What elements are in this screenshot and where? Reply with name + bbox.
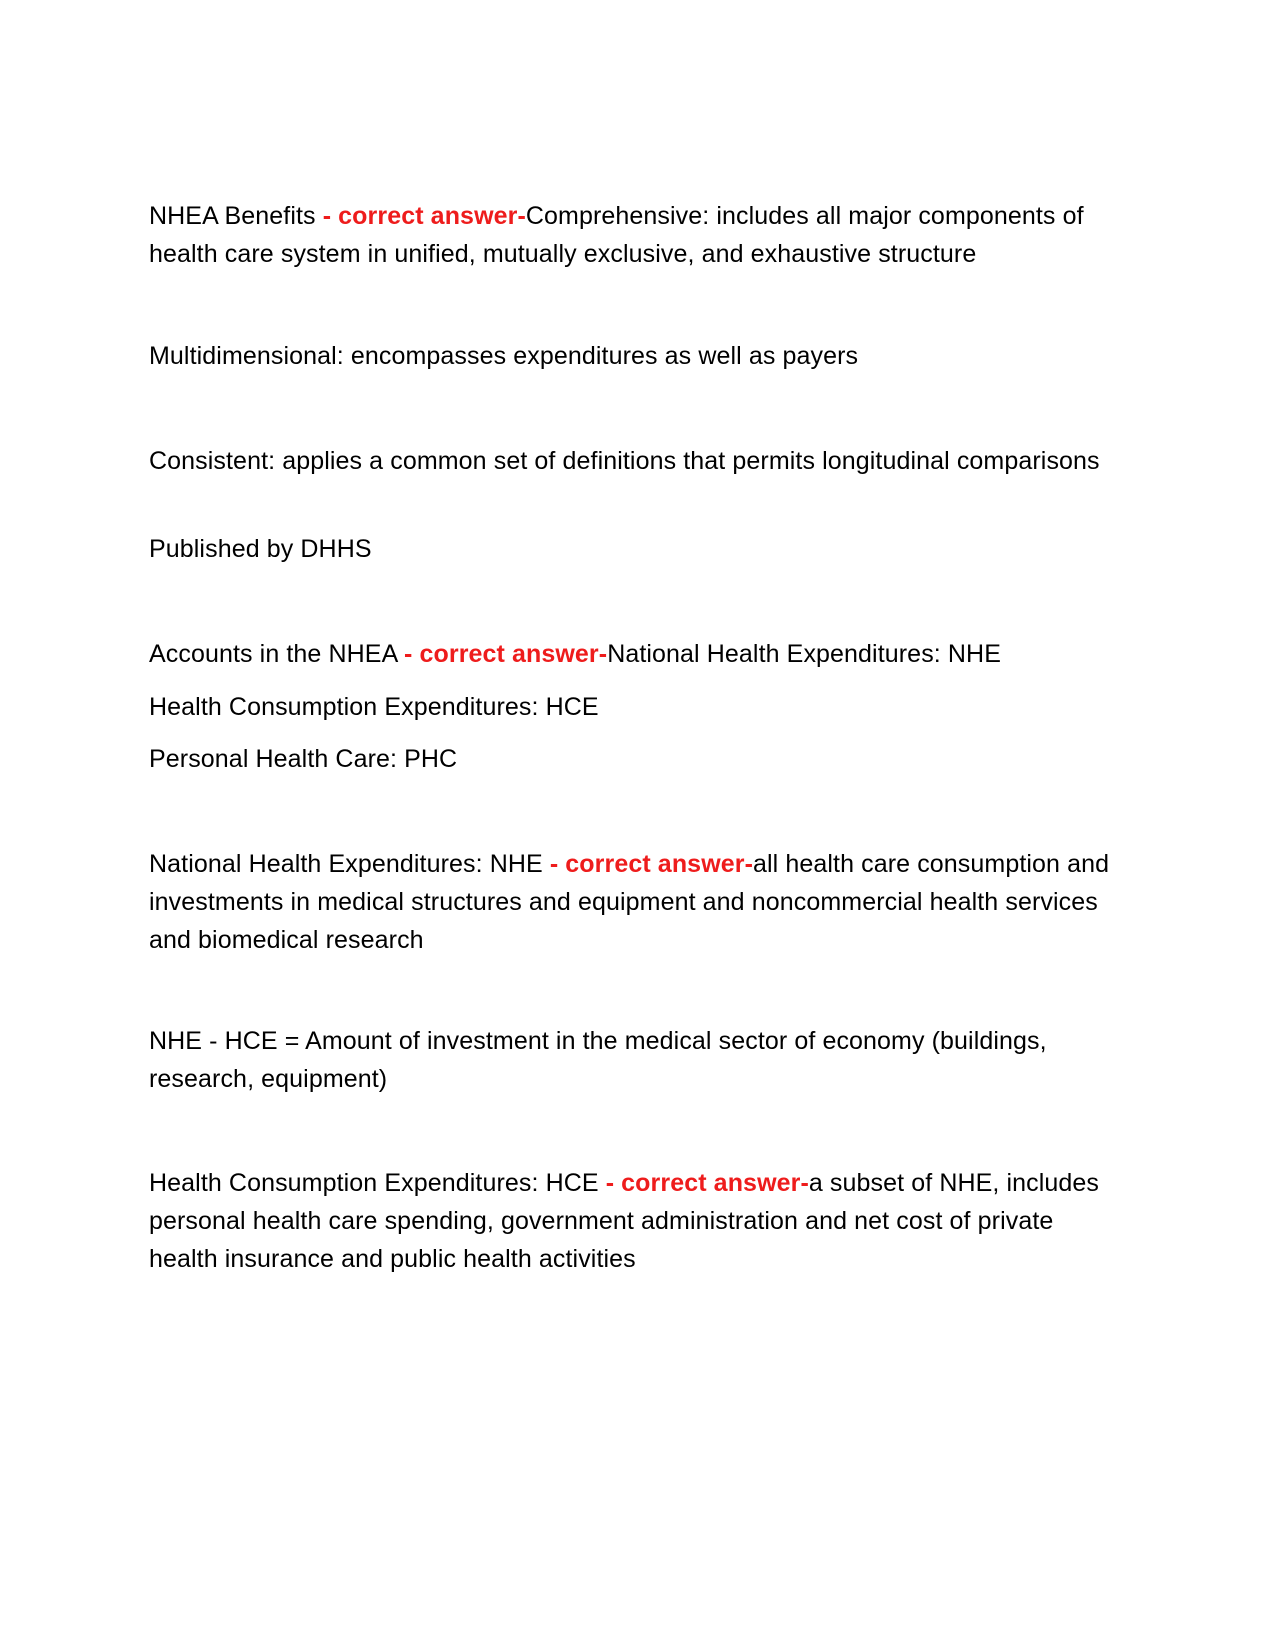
body-text: Consistent: applies a common set of definitions that permits longitudinal comparisons — [149, 447, 1100, 475]
paragraph-multidimensional — [149, 337, 1124, 375]
body-text: Multidimensional: encompasses expenditures as well as payers — [149, 342, 859, 370]
question-text: Health Consumption Expenditures: HCE — [149, 1169, 606, 1197]
card-nhe — [149, 845, 1124, 959]
body-text: Health Consumption Expenditures: HCE — [149, 693, 599, 721]
answer-text: a subset of NHE, includes personal health care spending, government administration and net cost of private health insurance and public health activities — [149, 1169, 1100, 1273]
paragraph-published — [149, 530, 1124, 568]
answer-text: Comprehensive: includes all major components of health care system in unified, mutually exclusive, and exhaustive structure — [149, 202, 1084, 268]
paragraph-phc — [149, 740, 1124, 778]
body-text: Personal Health Care: PHC — [149, 745, 458, 773]
question-text: NHEA Benefits — [149, 202, 323, 230]
question-text: National Health Expenditures: NHE — [149, 850, 550, 878]
body-text: Published by DHHS — [149, 535, 372, 563]
answer-marker: - correct answer- — [549, 850, 753, 878]
answer-marker: - correct answer- — [404, 640, 608, 668]
question-text: Accounts in the NHEA — [149, 640, 405, 668]
document-page — [149, 0, 1124, 1650]
paragraph-nhe-minus-hce — [149, 1022, 1124, 1098]
body-text: NHE - HCE = Amount of investment in the medical sector of economy (buildings, research, equipment) — [149, 1027, 1047, 1093]
answer-marker: - correct answer- — [322, 202, 526, 230]
answer-text: National Health Expenditures: NHE — [607, 640, 1001, 668]
answer-marker: - correct answer- — [605, 1169, 809, 1197]
card-accounts-nhea — [149, 635, 1124, 673]
answer-text: all health care consumption and investments in medical structures and equipment and noncommercial health services and biomedical research — [149, 850, 1110, 954]
card-hce — [149, 1164, 1124, 1278]
paragraph-hce — [149, 688, 1124, 726]
card-nhea-benefits — [149, 197, 1124, 273]
paragraph-consistent — [149, 442, 1124, 480]
